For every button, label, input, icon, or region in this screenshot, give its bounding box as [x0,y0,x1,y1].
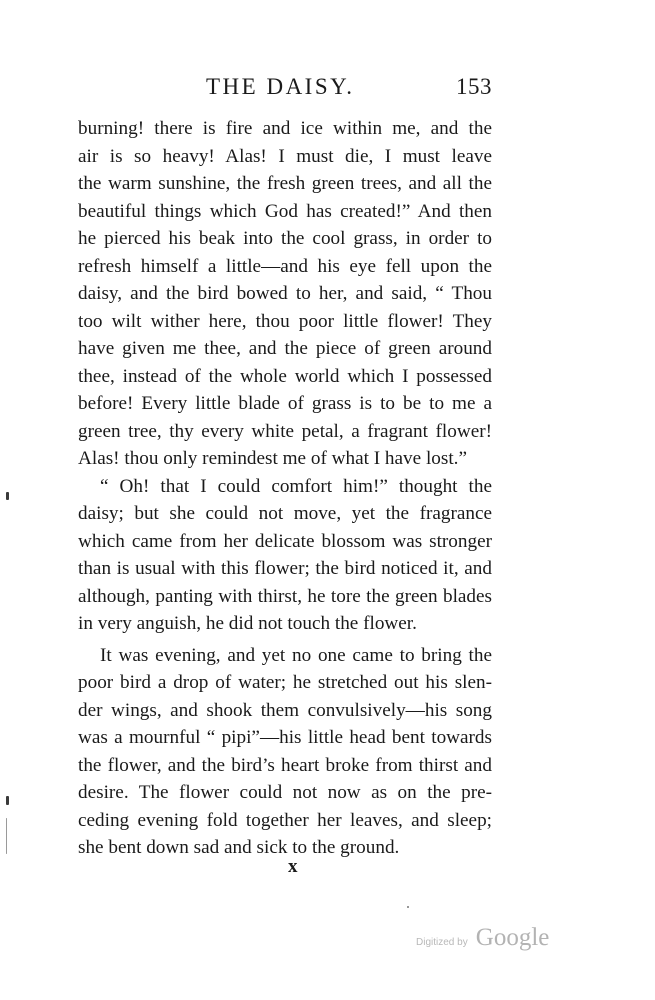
margin-mark [6,492,9,500]
text-line: she bent down sad and sick to the ground. [78,837,400,858]
text-line: desire. The flower could not now as on the pre- [78,782,492,803]
text-line: before! Every little blade of grass is to be to me a [78,393,492,414]
text-line: thee, instead of the whole world which I possessed [78,365,492,387]
text-line: poor bird a drop of water; he stretched out his slen- [78,672,492,693]
text-line: the flower, and the bird’s heart broke from thirst and [78,754,492,776]
speck [407,906,409,908]
text-line: daisy; but she could not move, yet the fragrance [78,503,492,524]
text-line: It was evening, and yet no one came to bring the [100,644,492,666]
watermark-prefix: Digitized by [416,937,468,948]
text-line: which came from her delicate blossom was stronger [78,530,492,552]
paragraph-1 [78,115,492,473]
text-line: although, panting with thirst, he tore the green blades [78,585,492,607]
text-line: ceding evening fold together her leaves, and sleep; [78,809,492,831]
digitized-watermark [416,924,549,956]
running-title: THE DAISY. [206,74,355,99]
text-line: der wings, and shook them convulsively—his song [78,699,492,721]
margin-mark [6,796,9,805]
text-line: was a mournful “ pipi”—his little head bent towards [78,727,492,748]
text-line: Alas! thou only remindest me of what I have lost.” [78,448,467,469]
text-line: he pierced his beak into the cool grass, in order to [78,228,492,249]
text-line: than is usual with this flower; the bird noticed it, and [78,558,492,579]
watermark-brand: Google [475,924,550,951]
text-line: in very anguish, he did not touch the flower. [78,613,417,634]
text-line: “ Oh! that I could comfort him!” thought the [100,475,492,497]
signature-mark: x [288,856,298,877]
page-number: 153 [456,74,492,99]
text-line: burning! there is fire and ice within me, and the [78,118,492,139]
text-line: beautiful things which God has created!” And then [78,200,492,222]
margin-mark [6,818,7,854]
text-line: the warm sunshine, the fresh green trees, and all the [78,173,492,194]
text-line: have given me thee, and the piece of green around [78,338,492,359]
paragraph-3 [78,642,492,862]
paragraph-2 [78,473,492,638]
running-head [78,74,492,104]
text-line: too wilt wither here, thou poor little flower! They [78,310,492,332]
text-line: daisy, and the bird bowed to her, and said, “ Thou [78,283,492,304]
text-line: green tree, thy every white petal, a fragrant flower! [78,420,492,442]
text-line: air is so heavy! Alas! I must die, I must leave [78,145,492,167]
text-body [78,115,492,862]
text-line: refresh himself a little—and his eye fell upon the [78,255,492,277]
